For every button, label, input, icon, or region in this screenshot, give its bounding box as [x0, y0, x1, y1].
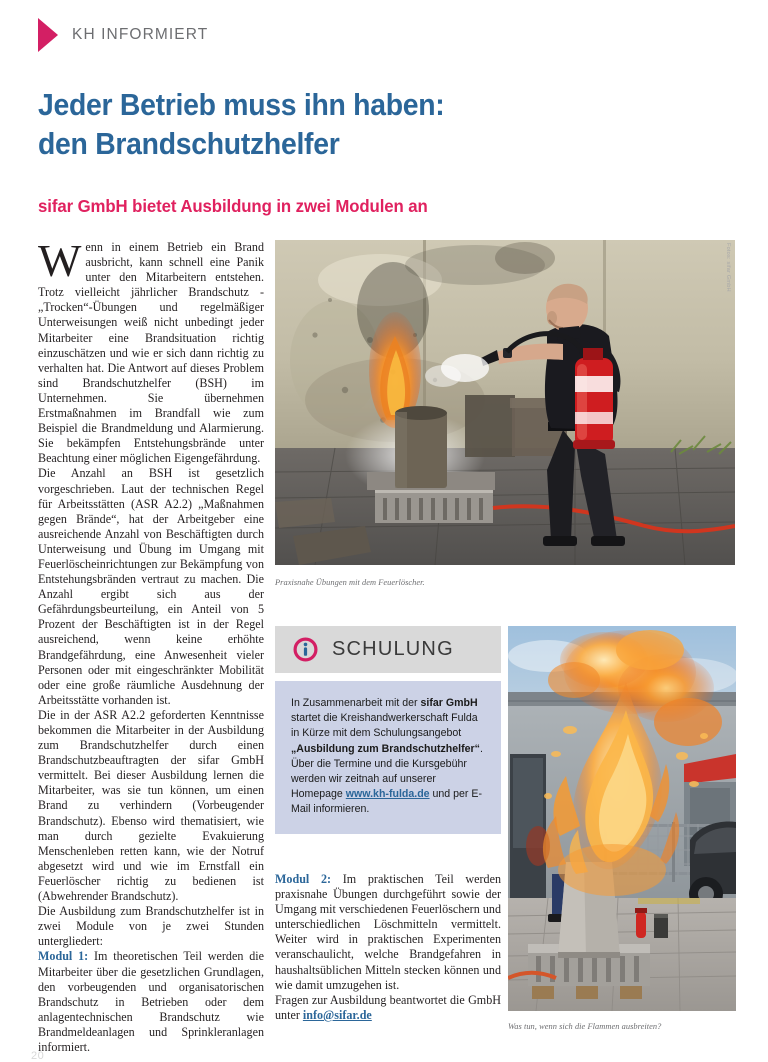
- triangle-right-icon: [38, 18, 58, 52]
- contact-email-link[interactable]: info@sifar.de: [302, 1007, 372, 1022]
- caption-top: Praxisnahe Übungen mit dem Feuerlöscher.: [275, 578, 425, 587]
- schulung-text-2: startet die Kreishandwerkerschaft Fulda in Kürze mit dem Schulungsangebot: [291, 712, 478, 740]
- schulung-box-body: [275, 681, 501, 834]
- photo-large-flames: [508, 626, 736, 1011]
- kicker: [38, 18, 208, 52]
- info-circle-icon: [293, 637, 318, 662]
- schulung-text-4: und per E-Mail informieren.: [291, 788, 482, 816]
- paragraph-4: Die Ausbildung zum Brandschutzhelfer ist in zwei Module von je zwei Stunden untergliedert:: [38, 904, 264, 949]
- photo-credit: Fotos: sifar GmbH: [725, 243, 731, 292]
- paragraph-contact: [275, 993, 501, 1023]
- article-column-right: [275, 872, 501, 1023]
- page-title-line-2: den Brandschutzhelfer: [38, 127, 340, 161]
- schulung-website-link[interactable]: www.kh-fulda.de: [345, 788, 430, 801]
- modul-1-label: Modul 1:: [38, 949, 89, 964]
- article-column-left: [38, 235, 264, 1054]
- schulung-box-header: [275, 626, 501, 673]
- modul-2-label: Modul 2:: [275, 872, 332, 886]
- modul-2-text: Im praktischen Teil werden praxisnahe Übungen durchgeführt sowie der Umgang mit verschiedenen Feuerlöschern und unterschiedlichen Löschmitteln vermittelt. Weiter wird in praktischen Experimenten veranschaulicht, welche Brandgefahren in haushaltsüblichen Mitteln stecken können und wie damit umzugehen ist.: [275, 872, 501, 992]
- page-title: [38, 86, 559, 164]
- modul-1-text: Im theoretischen Teil werden die Mitarbeiter über die gesetzlichen Grundlagen, den vorbeugenden und organisatorischen Brandschutz in Betrieben oder dem anlagentechnischen Brandschutz wie Brandmeldeanlagen und Sprinkleranlagen informiert.: [38, 949, 264, 1054]
- photo-extinguisher-training: [275, 240, 735, 565]
- paragraph-3: Die in der ASR A2.2 geforderten Kenntnisse bekommen die Mitarbeiter in der Ausbildung zum Brandschutzhelfer durch einen Brandschutzbeauftragten der sifar GmbH vermittelt. Bei dieser Ausbildung lernen die Mitarbeiter, was sie tun können, um einen Brand zu verhindern (Vorbeugender Brandschutz). Ebenso wird thematisiert, wie man durch gezielte Evakuierung Menschenleben retten kann, wie der Notruf abgesetzt wird und wie im Ernstfall ein Feuerlöscher richtig zu bedienen ist (Abwehrender Brandschutz).: [38, 707, 264, 904]
- schulung-text-3: . Über die Termine und die Kursgebühr werden wir zeitnah auf unserer Homepage: [291, 742, 483, 801]
- page-title-line-1: Jeder Betrieb muss ihn haben:: [38, 88, 445, 122]
- schulung-bold-course: „Ausbildung zum Brandschutzhelfer“: [291, 742, 480, 755]
- schulung-title: SCHULUNG: [332, 638, 454, 660]
- kicker-label: KH INFORMIERT: [72, 26, 209, 43]
- schulung-text-1: In Zusammenarbeit mit der: [291, 697, 421, 709]
- page-number: 20: [31, 1050, 45, 1062]
- paragraph-modul-1: [38, 949, 264, 1055]
- paragraph-2: Die Anzahl an BSH ist gesetzlich vorgeschrieben. Laut der technischen Regel für Arbeitsstätten (ASR A2.2) „Maßnahmen gegen Brände“, hat der Arbeitgeber eine ausreichende Anzahl von Beschäftigten durch Unterweisung und Übung im Umgang mit Feuerlöscheinrichtungen zur Bekämpfung von Entstehungsbränden vertraut zu machen. Die Anzahl ergibt sich aus der Gefährdungsbeurteilung, ein Anteil von 5 Prozent der Beschäftigten ist in der Regel ausreichend, wenn keine erhöhte Brandgefährdung, eine Anwesenheit vieler Personen oder mit eingeschränkter Mobilität oder eine große räumliche Ausdehnung der Arbeitsstätte vorhanden ist.: [38, 466, 264, 707]
- page-subtitle: sifar GmbH bietet Ausbildung in zwei Modulen an: [38, 196, 428, 216]
- caption-bottom: Was tun, wenn sich die Flammen ausbreiten?: [508, 1022, 662, 1031]
- schulung-bold-sifar: sifar GmbH: [420, 697, 478, 709]
- paragraph-1: Wenn in einem Betrieb ein Brand ausbricht, kann schnell eine Panik unter den Mitarbeitern entstehen. Trotz vielleicht jährlicher Brandschutz - „Trocken“-Übungen und regelmäßiger Unterweisungen weiß nicht unbedingt jeder Mitarbeiter eine Brandsituation richtig einzuschätzen und wie er sich dann richtig zu verhalten hat. Die Antwort auf dieses Problem sind Brandschutzhelfer (BSH) im Unternehmen. Sie übernehmen Erstmaßnahmen im Brandfall wie zum Beispiel die Brandmeldung und Alarmierung. Sie bekämpfen Entstehungsbrände unter Beachtung einer möglichen Eigengefährdung.: [38, 235, 264, 466]
- paragraph-modul-2: [275, 872, 501, 993]
- contact-text: Fragen zur Ausbildung beantwortet die GmbH unter: [275, 992, 501, 1022]
